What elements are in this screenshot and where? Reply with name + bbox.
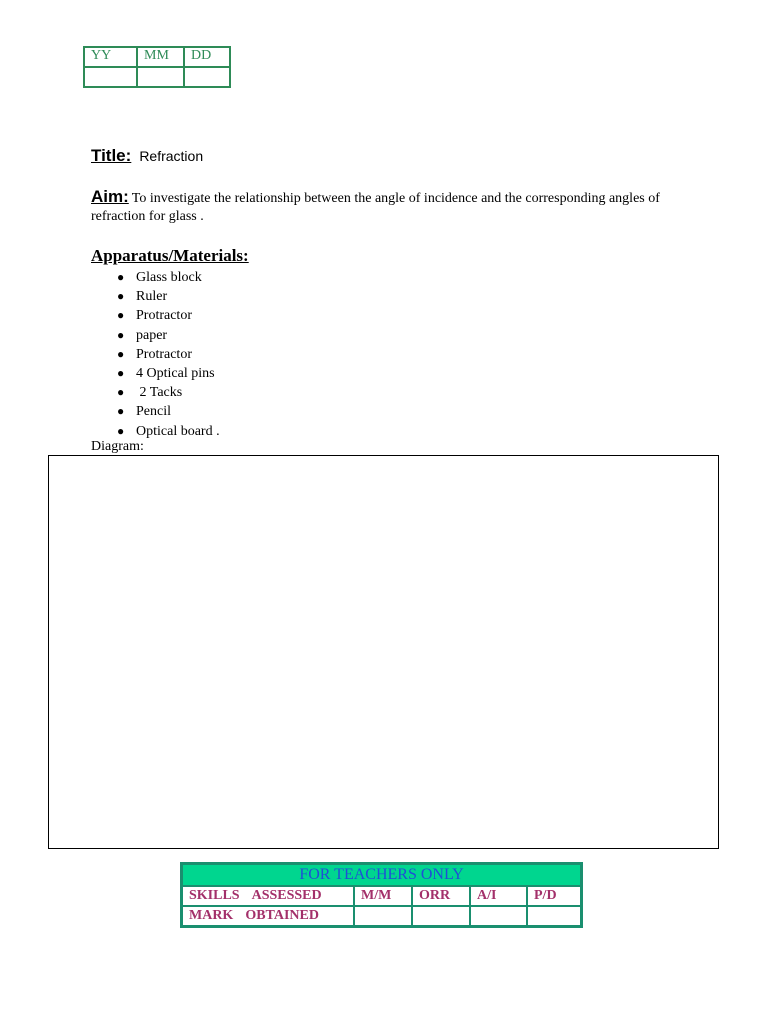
apparatus-item: ● Glass block — [117, 270, 202, 285]
mark-orr[interactable] — [412, 906, 470, 927]
col-ai: A/I — [470, 886, 527, 906]
bullet-icon: ● — [117, 270, 125, 284]
date-value-mm[interactable] — [137, 67, 184, 87]
mark-obtained-label: MARK OBTAINED — [182, 906, 355, 927]
date-header-row — [84, 47, 230, 67]
aim-label: Aim: — [91, 187, 129, 206]
col-mm: M/M — [354, 886, 412, 906]
apparatus-list — [117, 268, 220, 441]
teachers-table — [180, 862, 583, 928]
date-header-yy: YY — [84, 47, 137, 67]
date-table — [83, 46, 231, 88]
date-value-row — [84, 67, 230, 87]
col-pd: P/D — [527, 886, 582, 906]
bullet-icon: ● — [117, 346, 125, 361]
date-value-yy[interactable] — [84, 67, 137, 87]
apparatus-item: ● 2 Tacks — [117, 385, 183, 401]
bullet-icon: ● — [117, 385, 125, 400]
col-orr: ORR — [412, 886, 470, 906]
apparatus-item: ● Protractor — [117, 308, 192, 324]
title-label: Title: — [91, 146, 132, 165]
skills-assessed-label: SKILLS ASSESSED — [182, 886, 355, 906]
bullet-icon: ● — [117, 404, 125, 419]
apparatus-item: ● Ruler — [117, 289, 168, 305]
skills-row — [182, 886, 582, 906]
title-value: Refraction — [139, 148, 204, 164]
apparatus-item: ● Pencil — [117, 404, 171, 420]
bullet-icon: ● — [117, 327, 125, 342]
aim-block — [91, 188, 661, 226]
mark-pd[interactable] — [527, 906, 582, 927]
apparatus-item: ● paper — [117, 327, 168, 343]
teachers-header-row — [182, 864, 582, 887]
diagram-label: Diagram: — [91, 439, 144, 454]
apparatus-heading: Apparatus/Materials: — [91, 246, 249, 265]
date-header-dd: DD — [184, 47, 230, 67]
teachers-header: FOR TEACHERS ONLY — [182, 864, 582, 887]
apparatus-item: ● Protractor — [117, 346, 192, 362]
bullet-icon: ● — [117, 423, 125, 438]
bullet-icon: ● — [117, 308, 125, 323]
apparatus-item: ● 4 Optical pins — [117, 365, 215, 381]
bullet-icon: ● — [117, 365, 125, 380]
bullet-icon: ● — [117, 289, 125, 304]
date-header-mm: MM — [137, 47, 184, 67]
mark-row — [182, 906, 582, 927]
apparatus-item: ● Optical board . — [117, 423, 220, 439]
title-line — [91, 146, 203, 166]
aim-text: To investigate the relationship between the angle of incidence and the corresponding angles of refraction for glass . — [91, 191, 660, 224]
mark-ai[interactable] — [470, 906, 527, 927]
mark-mm[interactable] — [354, 906, 412, 927]
diagram-box[interactable] — [48, 455, 719, 849]
date-value-dd[interactable] — [184, 67, 230, 87]
